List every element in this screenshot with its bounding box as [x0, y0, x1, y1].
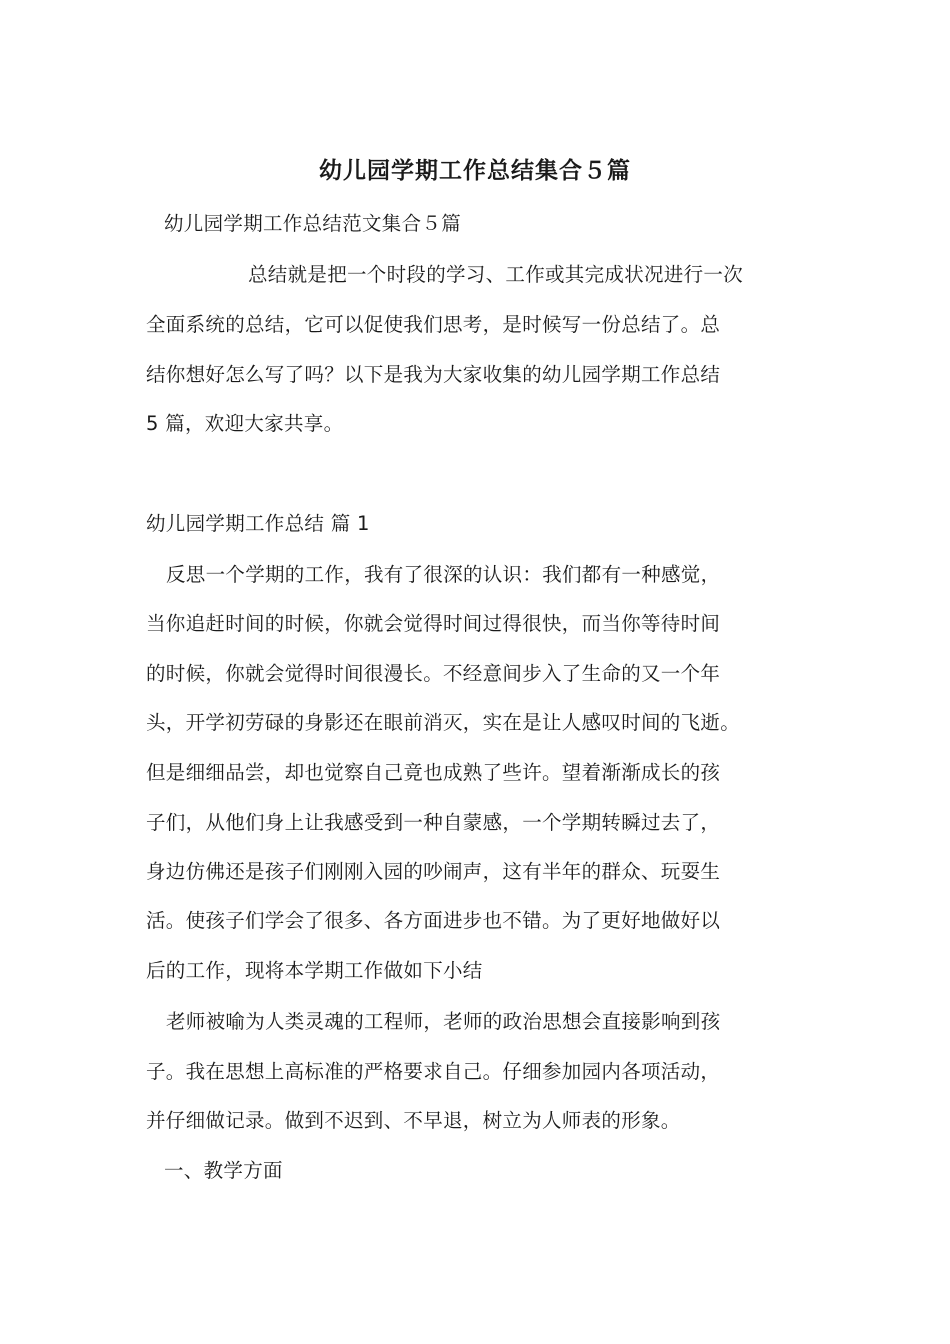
paragraph-line: 身边仿佛还是孩子们刚刚入园的吵闹声，这有半年的群众、玩耍生 — [146, 860, 721, 883]
paragraph-line: 的时候，你就会觉得时间很漫长。不经意间步入了生命的又一个年 — [146, 662, 721, 685]
intro-line: 总结就是把一个时段的学习、工作或其完成状况进行一次 — [248, 263, 744, 286]
paragraph-line: 当你追赶时间的时候，你就会觉得时间过得很快，而当你等待时间 — [146, 612, 721, 635]
intro-line: 5 篇，欢迎大家共享。 — [146, 412, 344, 435]
paragraph-line: 反思一个学期的工作，我有了很深的认识：我们都有一种感觉， — [166, 563, 721, 586]
paragraph-line: 后的工作，现将本学期工作做如下小结 — [146, 959, 483, 982]
paragraph-line: 子们，从他们身上让我感受到一种自蒙感，一个学期转瞬过去了， — [146, 811, 721, 834]
paragraph-line: 活。使孩子们学会了很多、各方面进步也不错。为了更好地做好以 — [146, 909, 721, 932]
intro-line: 结你想好怎么写了吗？以下是我为大家收集的幼儿园学期工作总结 — [146, 363, 721, 386]
subheading: 一、教学方面 — [164, 1159, 283, 1182]
paragraph-line: 老师被喻为人类灵魂的工程师，老师的政治思想会直接影响到孩 — [166, 1010, 721, 1033]
paragraph-line: 子。我在思想上高标准的严格要求自己。仔细参加园内各项活动， — [146, 1060, 721, 1083]
document-title: 幼儿园学期工作总结集合５篇 — [319, 158, 631, 184]
paragraph-line: 并仔细做记录。做到不迟到、不早退，树立为人师表的形象。 — [146, 1109, 681, 1132]
paragraph-line: 但是细细品尝，却也觉察自己竟也成熟了些许。望着渐渐成长的孩 — [146, 761, 721, 784]
paragraph-line: 头，开学初劳碌的身影还在眼前消灭，实在是让人感叹时间的飞逝。 — [146, 711, 741, 734]
document-subtitle: 幼儿园学期工作总结范文集合５篇 — [164, 212, 462, 235]
section-heading: 幼儿园学期工作总结 篇 1 — [146, 512, 370, 535]
intro-line: 全面系统的总结，它可以促使我们思考，是时候写一份总结了。总 — [146, 313, 721, 336]
